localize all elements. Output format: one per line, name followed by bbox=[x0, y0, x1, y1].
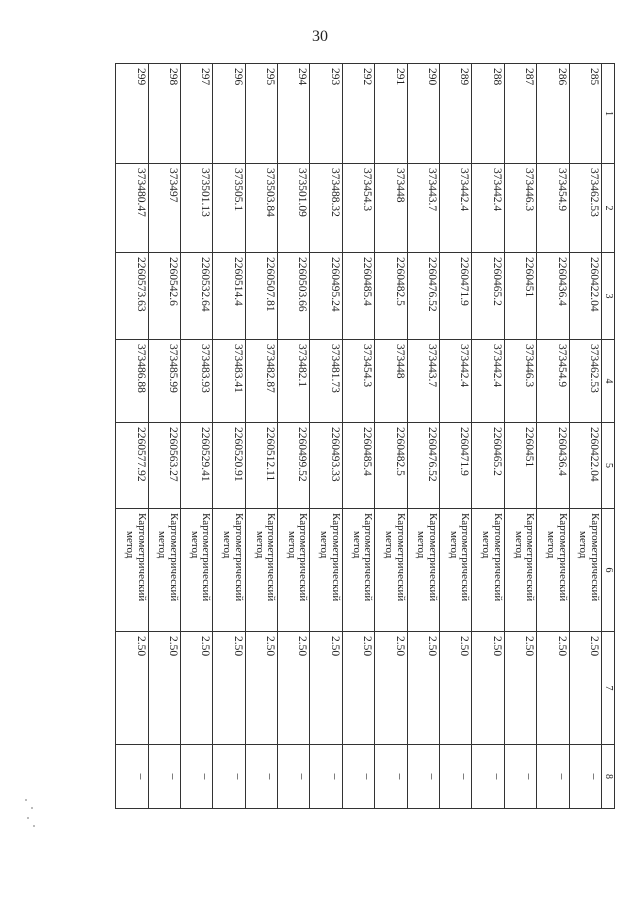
accuracy-cell: 2.50 bbox=[472, 632, 504, 745]
method-cell bbox=[148, 509, 180, 632]
y-coordinate-new-cell: 2260563.27 bbox=[148, 423, 180, 509]
method-line-2: метод bbox=[156, 531, 169, 559]
table-row bbox=[342, 64, 374, 809]
x-coordinate-new-cell: 373443.7 bbox=[407, 340, 439, 423]
row-number-cell: 288 bbox=[472, 64, 504, 164]
method-line-2: метод bbox=[447, 531, 460, 559]
x-coordinate-cell: 373503.84 bbox=[245, 164, 277, 253]
header-cell: 7 bbox=[602, 632, 615, 745]
method-line-1: Картометрический bbox=[394, 513, 407, 602]
y-coordinate-new-cell: 2260451 bbox=[504, 423, 536, 509]
method-cell bbox=[278, 509, 310, 632]
table-row bbox=[537, 64, 569, 809]
y-coordinate-new-cell: 2260499.52 bbox=[278, 423, 310, 509]
x-coordinate-cell: 373501.13 bbox=[180, 164, 212, 253]
method-cell bbox=[310, 509, 342, 632]
header-cell: 6 bbox=[602, 509, 615, 632]
method-line-1: Картометрический bbox=[362, 513, 375, 602]
method-line-2: метод bbox=[512, 531, 525, 559]
method-line-2: метод bbox=[545, 531, 558, 559]
header-cell: 4 bbox=[602, 340, 615, 423]
accuracy-cell: 2.50 bbox=[375, 632, 407, 745]
note-cell: – bbox=[504, 745, 536, 809]
method-line-2: метод bbox=[123, 531, 136, 559]
table-row bbox=[569, 64, 601, 809]
x-coordinate-new-cell: 373454.3 bbox=[342, 340, 374, 423]
row-number-cell: 293 bbox=[310, 64, 342, 164]
x-coordinate-cell: 373462.53 bbox=[569, 164, 601, 253]
method-line-1: Картометрический bbox=[329, 513, 342, 602]
x-coordinate-new-cell: 373486.88 bbox=[116, 340, 149, 423]
y-coordinate-cell: 2260436.4 bbox=[537, 253, 569, 340]
method-line-1: Картометрический bbox=[167, 513, 180, 602]
y-coordinate-cell: 2260507.81 bbox=[245, 253, 277, 340]
note-cell: – bbox=[537, 745, 569, 809]
method-line-2: метод bbox=[221, 531, 234, 559]
method-line-1: Картометрический bbox=[232, 513, 245, 602]
header-cell: 2 bbox=[602, 164, 615, 253]
x-coordinate-new-cell: 373446.3 bbox=[504, 340, 536, 423]
x-coordinate-new-cell: 373483.41 bbox=[213, 340, 245, 423]
table-row bbox=[148, 64, 180, 809]
table-header-row bbox=[602, 64, 615, 809]
method-line-2: метод bbox=[415, 531, 428, 559]
note-cell: – bbox=[148, 745, 180, 809]
x-coordinate-cell: 373497 bbox=[148, 164, 180, 253]
table-row bbox=[407, 64, 439, 809]
x-coordinate-new-cell: 373485.99 bbox=[148, 340, 180, 423]
table-row bbox=[504, 64, 536, 809]
y-coordinate-new-cell: 2260436.4 bbox=[537, 423, 569, 509]
header-cell: 8 bbox=[602, 745, 615, 809]
header-cell: 3 bbox=[602, 253, 615, 340]
accuracy-cell: 2.50 bbox=[245, 632, 277, 745]
table-row bbox=[472, 64, 504, 809]
header-cell: 5 bbox=[602, 423, 615, 509]
row-number-cell: 285 bbox=[569, 64, 601, 164]
row-number-cell: 290 bbox=[407, 64, 439, 164]
x-coordinate-new-cell: 373448 bbox=[375, 340, 407, 423]
method-line-1: Картометрический bbox=[265, 513, 278, 602]
y-coordinate-cell: 2260465.2 bbox=[472, 253, 504, 340]
note-cell: – bbox=[375, 745, 407, 809]
y-coordinate-cell: 2260422.04 bbox=[569, 253, 601, 340]
y-coordinate-new-cell: 2260471.9 bbox=[440, 423, 472, 509]
accuracy-cell: 2.50 bbox=[278, 632, 310, 745]
x-coordinate-cell: 373488.32 bbox=[310, 164, 342, 253]
method-line-1: Картометрический bbox=[491, 513, 504, 602]
y-coordinate-new-cell: 2260476.52 bbox=[407, 423, 439, 509]
x-coordinate-new-cell: 373482.1 bbox=[278, 340, 310, 423]
x-coordinate-cell: 373442.4 bbox=[472, 164, 504, 253]
method-cell bbox=[569, 509, 601, 632]
table-row bbox=[310, 64, 342, 809]
table-row bbox=[245, 64, 277, 809]
y-coordinate-cell: 2260451 bbox=[504, 253, 536, 340]
coordinates-table bbox=[115, 63, 615, 809]
row-number-cell: 295 bbox=[245, 64, 277, 164]
y-coordinate-new-cell: 2260422.04 bbox=[569, 423, 601, 509]
coordinates-table-rotated bbox=[115, 63, 615, 808]
method-line-1: Картометрический bbox=[200, 513, 213, 602]
note-cell: – bbox=[472, 745, 504, 809]
method-line-1: Картометрический bbox=[556, 513, 569, 602]
method-cell bbox=[537, 509, 569, 632]
row-number-cell: 292 bbox=[342, 64, 374, 164]
y-coordinate-new-cell: 2260577.92 bbox=[116, 423, 149, 509]
table-row bbox=[440, 64, 472, 809]
x-coordinate-cell: 373454.9 bbox=[537, 164, 569, 253]
method-line-2: метод bbox=[350, 531, 363, 559]
note-cell: – bbox=[407, 745, 439, 809]
accuracy-cell: 2.50 bbox=[440, 632, 472, 745]
scan-specks bbox=[22, 795, 40, 835]
y-coordinate-new-cell: 2260493.33 bbox=[310, 423, 342, 509]
x-coordinate-new-cell: 373482.87 bbox=[245, 340, 277, 423]
accuracy-cell: 2.50 bbox=[342, 632, 374, 745]
accuracy-cell: 2.50 bbox=[310, 632, 342, 745]
accuracy-cell: 2.50 bbox=[407, 632, 439, 745]
note-cell: – bbox=[310, 745, 342, 809]
method-line-1: Картометрический bbox=[459, 513, 472, 602]
accuracy-cell: 2.50 bbox=[148, 632, 180, 745]
method-line-2: метод bbox=[285, 531, 298, 559]
accuracy-cell: 2.50 bbox=[569, 632, 601, 745]
y-coordinate-new-cell: 2260485.4 bbox=[342, 423, 374, 509]
method-cell bbox=[245, 509, 277, 632]
method-cell bbox=[342, 509, 374, 632]
x-coordinate-new-cell: 373481.73 bbox=[310, 340, 342, 423]
x-coordinate-new-cell: 373454.9 bbox=[537, 340, 569, 423]
y-coordinate-new-cell: 2260529.41 bbox=[180, 423, 212, 509]
y-coordinate-cell: 2260471.9 bbox=[440, 253, 472, 340]
accuracy-cell: 2.50 bbox=[116, 632, 149, 745]
note-cell: – bbox=[440, 745, 472, 809]
row-number-cell: 286 bbox=[537, 64, 569, 164]
y-coordinate-cell: 2260476.52 bbox=[407, 253, 439, 340]
x-coordinate-new-cell: 373442.4 bbox=[472, 340, 504, 423]
y-coordinate-cell: 2260573.63 bbox=[116, 253, 149, 340]
method-line-1: Картометрический bbox=[524, 513, 537, 602]
note-cell: – bbox=[278, 745, 310, 809]
y-coordinate-cell: 2260482.5 bbox=[375, 253, 407, 340]
y-coordinate-cell: 2260532.64 bbox=[180, 253, 212, 340]
note-cell: – bbox=[245, 745, 277, 809]
table-row bbox=[116, 64, 149, 809]
row-number-cell: 289 bbox=[440, 64, 472, 164]
row-number-cell: 291 bbox=[375, 64, 407, 164]
x-coordinate-cell: 373480.47 bbox=[116, 164, 149, 253]
x-coordinate-cell: 373454.3 bbox=[342, 164, 374, 253]
method-line-2: метод bbox=[577, 531, 590, 559]
y-coordinate-cell: 2260495.24 bbox=[310, 253, 342, 340]
row-number-cell: 294 bbox=[278, 64, 310, 164]
y-coordinate-new-cell: 2260465.2 bbox=[472, 423, 504, 509]
accuracy-cell: 2.50 bbox=[537, 632, 569, 745]
note-cell: – bbox=[116, 745, 149, 809]
y-coordinate-new-cell: 2260520.91 bbox=[213, 423, 245, 509]
y-coordinate-cell: 2260514.4 bbox=[213, 253, 245, 340]
accuracy-cell: 2.50 bbox=[180, 632, 212, 745]
method-line-2: метод bbox=[480, 531, 493, 559]
note-cell: – bbox=[342, 745, 374, 809]
row-number-cell: 296 bbox=[213, 64, 245, 164]
method-cell bbox=[213, 509, 245, 632]
page-number: 30 bbox=[312, 28, 328, 45]
header-cell: 1 bbox=[602, 64, 615, 164]
y-coordinate-new-cell: 2260482.5 bbox=[375, 423, 407, 509]
method-line-2: метод bbox=[318, 531, 331, 559]
method-line-2: метод bbox=[383, 531, 396, 559]
row-number-cell: 298 bbox=[148, 64, 180, 164]
table-row bbox=[278, 64, 310, 809]
x-coordinate-cell: 373501.09 bbox=[278, 164, 310, 253]
method-line-1: Картометрический bbox=[135, 513, 148, 602]
method-line-1: Картометрический bbox=[589, 513, 601, 602]
method-cell bbox=[407, 509, 439, 632]
row-number-cell: 299 bbox=[116, 64, 149, 164]
method-line-1: Картометрический bbox=[297, 513, 310, 602]
note-cell: – bbox=[569, 745, 601, 809]
accuracy-cell: 2.50 bbox=[213, 632, 245, 745]
accuracy-cell: 2.50 bbox=[504, 632, 536, 745]
row-number-cell: 287 bbox=[504, 64, 536, 164]
y-coordinate-cell: 2260542.6 bbox=[148, 253, 180, 340]
x-coordinate-new-cell: 373462.53 bbox=[569, 340, 601, 423]
method-cell bbox=[440, 509, 472, 632]
note-cell: – bbox=[180, 745, 212, 809]
x-coordinate-cell: 373443.7 bbox=[407, 164, 439, 253]
x-coordinate-cell: 373442.4 bbox=[440, 164, 472, 253]
x-coordinate-cell: 373446.3 bbox=[504, 164, 536, 253]
method-cell bbox=[375, 509, 407, 632]
y-coordinate-new-cell: 2260512.11 bbox=[245, 423, 277, 509]
method-cell bbox=[504, 509, 536, 632]
row-number-cell: 297 bbox=[180, 64, 212, 164]
method-cell bbox=[180, 509, 212, 632]
method-line-2: метод bbox=[188, 531, 201, 559]
method-cell bbox=[472, 509, 504, 632]
table-row bbox=[213, 64, 245, 809]
x-coordinate-new-cell: 373483.93 bbox=[180, 340, 212, 423]
y-coordinate-cell: 2260485.4 bbox=[342, 253, 374, 340]
method-line-2: метод bbox=[253, 531, 266, 559]
x-coordinate-new-cell: 373442.4 bbox=[440, 340, 472, 423]
x-coordinate-cell: 373448 bbox=[375, 164, 407, 253]
table-row bbox=[375, 64, 407, 809]
x-coordinate-cell: 373505.1 bbox=[213, 164, 245, 253]
table-row bbox=[180, 64, 212, 809]
method-cell bbox=[116, 509, 149, 632]
y-coordinate-cell: 2260503.66 bbox=[278, 253, 310, 340]
method-line-1: Картометрический bbox=[427, 513, 440, 602]
note-cell: – bbox=[213, 745, 245, 809]
